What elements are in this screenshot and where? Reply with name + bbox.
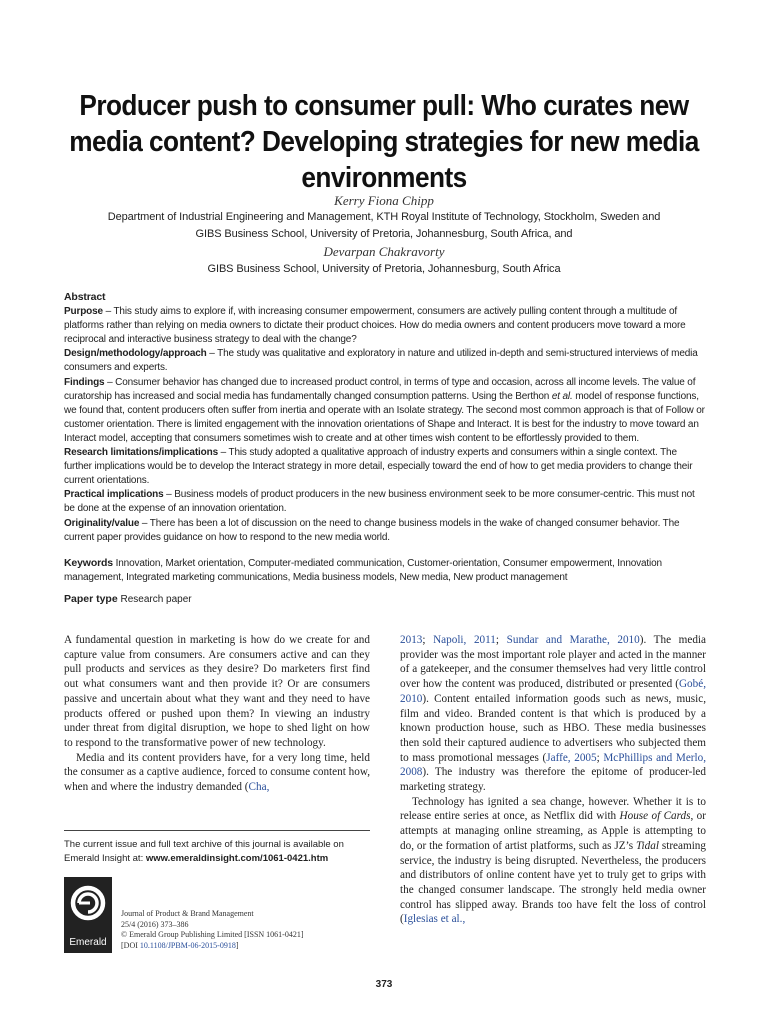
journal-doi <box>121 941 371 952</box>
findings-etal: et al. <box>551 390 573 402</box>
citation-link[interactable]: McPhillips and Merlo, 2008 <box>400 751 707 779</box>
body-column-right <box>400 633 706 927</box>
body-text: ). Content entailed information goods such as news, music, film and video. Branded content is that which is produced by a known production house, such as HBO. These media businesses then sold their captured audience to advertisers who subjected them to mass promotional messages ( <box>400 692 706 764</box>
design-text: – The study was qualitative and exploratory in nature and utilized in-depth and semi-structured interviews of media consumers and experts. <box>64 348 698 374</box>
abstract-heading: Abstract <box>64 291 106 303</box>
paper-title: Producer push to consumer pull: Who curates new media content? Developing strategies for new media environments <box>69 90 699 194</box>
abstract-originality <box>64 517 706 545</box>
purpose-label: Purpose <box>64 306 103 318</box>
abstract-findings <box>64 376 706 446</box>
findings-label: Findings <box>64 376 105 388</box>
affiliation-1-line-2: GIBS Business School, University of Pretoria, Johannesburg, South Africa, and <box>195 228 573 240</box>
journal-name: Journal of Product & Brand Management <box>121 909 254 918</box>
citation-separator: ; <box>495 634 507 646</box>
body-text: streaming service, the industry is being disrupted. Nevertheless, the producers and distributors of online content have yet to truly get to grips with the changed consumer landscape. The strongly held media owner control has slipped away. Brands too have felt the loss of control ( <box>400 839 706 926</box>
body-text: Technology has ignited a sea change, however. Whether it is to release entire series at once, as Netflix did with <box>400 795 706 823</box>
design-label: Design/methodology/approach <box>64 348 207 360</box>
abstract-practical <box>64 488 706 516</box>
author-name-1: Kerry Fiona Chipp <box>334 193 434 208</box>
citation-link[interactable]: Napoli, 2011 <box>433 634 496 646</box>
page-number: 373 <box>375 979 393 990</box>
paper-type-value: Research paper <box>117 594 192 605</box>
findings-text-b: model of response functions, we found that, content producers often suffer from inertia and operate with an Isolate strategy. The second most common approach is that of Follow or customer orientation. There is limited engagement with the innovation orientations of Shape and Interact. It is best for the industry to move toward an Interact model, accepting that consumers sometimes wish to create and at other times wish content to be effortlessly provided to them. <box>64 390 705 444</box>
practical-label: Practical implications <box>64 489 164 501</box>
emphasis-house-of-cards: House of Cards <box>619 810 691 823</box>
journal-info <box>121 909 371 951</box>
keywords-text: Innovation, Market orientation, Computer-mediated communication, Customer-orientation, Consumer empowerment, Innovation management, Integrated marketing communications, Media business models, New media, New product management <box>64 558 662 584</box>
citation-separator: ; <box>596 751 604 764</box>
citation-separator: ; <box>422 634 434 646</box>
abstract-purpose <box>64 305 706 347</box>
citation-link[interactable]: 2013 <box>400 634 423 646</box>
paper-type-label: Paper type <box>64 593 118 605</box>
research-label: Research limitations/implications <box>64 447 218 459</box>
purpose-text: – This study aims to explore if, with increasing consumer empowerment, consumers are actively pulling content through a multitude of platforms rather than relying on media owners to dictate their product choices. How do media owners and content producers move toward a more reciprocal and interactive business strategy to deal with the change? <box>64 306 686 346</box>
findings-text-a: – Consumer behavior has changed due to increased product control, in terms of type and occasion, across all income levels. The value of curatorship has increased and social media has fundamentally changed consumption patterns. Using the Berthon <box>64 376 696 402</box>
abstract-research <box>64 446 706 488</box>
abstract <box>64 290 706 545</box>
body-left-p2-text: Media and its content providers have, for a very long time, held the consumer as a captive audience, forced to consume content how, when and where the industry demanded ( <box>64 751 370 794</box>
body-column-left <box>64 633 370 795</box>
journal-url-link[interactable]: www.emeraldinsight.com/1061-0421.htm <box>145 853 329 864</box>
body-text: , or attempts at managing online streaming, as Apple is attempting to do, or the formation of artist platforms, such as JZ’s <box>400 810 707 852</box>
footnote-access <box>64 838 370 866</box>
originality-label: Originality/value <box>64 517 140 529</box>
footnote-divider <box>64 830 370 831</box>
paper-type <box>64 593 192 605</box>
body-text: ). The industry was therefore the epitome of producer-led marketing strategy. <box>400 766 706 794</box>
emerald-logo-icon <box>68 883 108 933</box>
journal-volume: 25/4 (2016) 373–386 <box>121 919 189 929</box>
abstract-design <box>64 347 706 375</box>
keywords-label: Keywords <box>64 557 113 569</box>
footnote-text: The current issue and full text archive of this journal is available on Emerald Insight at: <box>64 839 344 864</box>
doi-link[interactable]: 10.1108/JPBM-06-2015-0918 <box>139 940 236 950</box>
body-left-paragraph-1: A fundamental question in marketing is how do we create for and capture value from consumers. Are consumers active and can they pull products and services as they desire? Do marketers first find out what consumers want and then provide it? Or are consumers passive and uncertain about what they want and they need to have products offered or pushed upon them? In viewing an industry under threat from digital disruption, we hope to shed light on how to respond to the transformative power of new technology. <box>64 634 370 749</box>
author-name-2: Devarpan Chakravorty <box>323 244 445 259</box>
journal-copyright: © Emerald Group Publishing Limited [ISSN 1061-0421] <box>121 930 304 939</box>
emphasis-tidal: Tidal <box>635 839 659 852</box>
affiliation-2-line-1: GIBS Business School, University of Pretoria, Johannesburg, South Africa <box>207 263 561 275</box>
citation-link[interactable]: Gobé, 2010 <box>400 678 706 705</box>
citation-link[interactable]: Iglesias et al., <box>403 913 466 926</box>
emerald-logo <box>64 877 112 953</box>
citation-link[interactable]: Jaffe, 2005 <box>546 751 597 764</box>
keywords <box>64 556 706 585</box>
body-right-paragraph-1 <box>400 633 706 795</box>
affiliation-1-line-1: Department of Industrial Engineering and Management, KTH Royal Institute of Technology, Stockholm, Sweden and <box>107 211 661 223</box>
body-left-paragraph-2 <box>64 751 370 795</box>
practical-text: – Business models of product producers in the new business environment seek to be more consumer-centric. This must not be done at the expense of an innovation orientation. <box>64 489 695 515</box>
citation-link[interactable]: Sundar and Marathe, 2010 <box>506 634 640 646</box>
research-text: – This study adopted a qualitative approach of industry experts and consumers within a single context. The further implications would be to develop the Interact strategy in more detail, especially toward the end of how to get media providers to change their current orientations. <box>64 447 693 487</box>
doi-prefix: [DOI <box>121 940 140 950</box>
body-text: ). The media provider was the most important role player and acted in the manner of a gatekeeper, and the consumer themselves had very little control over how the content was produced, distributed or presented ( <box>400 634 707 691</box>
doi-suffix: ] <box>235 940 239 950</box>
logo-label: Emerald <box>69 937 107 948</box>
citation-link[interactable]: Cha, <box>248 781 270 794</box>
body-right-paragraph-2 <box>400 795 706 927</box>
originality-text: – There has been a lot of discussion on the need to change business models in the wake of changed consumer behavior. The current paper provides guidance on how to respond to the new media world. <box>64 517 680 543</box>
